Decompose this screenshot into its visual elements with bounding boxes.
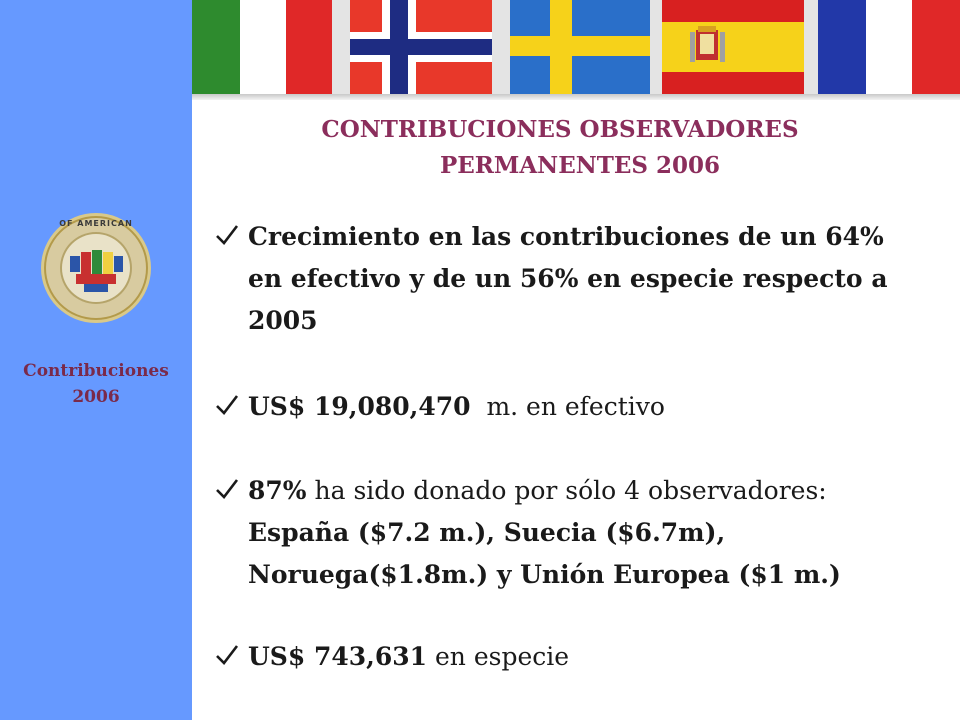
sidebar-label: Contribuciones	[23, 361, 169, 381]
sweden-flag-icon	[510, 0, 650, 94]
oas-seal-icon	[40, 212, 152, 324]
cash-amount: US$ 19,080,470	[248, 392, 471, 421]
flag-banner	[192, 0, 960, 100]
spain-flag-icon	[662, 0, 804, 94]
bullet-growth-line2: en efectivo y de un 56% en especie respecto a	[248, 264, 888, 293]
bullet-cash	[214, 386, 954, 428]
svg-text:OF AMERICAN: OF AMERICAN	[59, 219, 133, 228]
italy-flag-icon	[192, 0, 332, 94]
cash-label: m. en efectivo	[486, 392, 665, 421]
norway-flag-icon	[350, 0, 492, 94]
donors-percent: 87%	[248, 476, 307, 505]
checkmark-icon	[214, 222, 240, 248]
slide-title-line2: PERMANENTES 2006	[439, 152, 721, 179]
sidebar-year: 2006	[72, 387, 120, 407]
sidebar	[0, 0, 192, 720]
bullet-in-kind	[214, 636, 954, 678]
slide-title-line1: CONTRIBUCIONES OBSERVADORES	[321, 116, 799, 143]
donors-text: ha sido donado por sólo 4 observadores:	[314, 476, 827, 505]
checkmark-icon	[214, 642, 240, 668]
in-kind-label: en especie	[434, 642, 570, 671]
checkmark-icon	[214, 476, 240, 502]
banner-shadow	[192, 94, 960, 100]
in-kind-amount: US$ 743,631	[248, 642, 428, 671]
checkmark-icon	[214, 392, 240, 418]
bullet-growth-line1: Crecimiento en las contribuciones de un 64%	[248, 222, 884, 251]
france-flag-icon	[818, 0, 960, 94]
bullet-donors	[214, 470, 954, 596]
donors-line2: España ($7.2 m.), Suecia ($6.7m),	[248, 518, 726, 547]
donors-line3: Noruega($1.8m.) y Unión Europea ($1 m.)	[248, 560, 841, 589]
bullet-growth-line3: 2005	[248, 306, 318, 335]
bullet-growth	[214, 216, 954, 342]
